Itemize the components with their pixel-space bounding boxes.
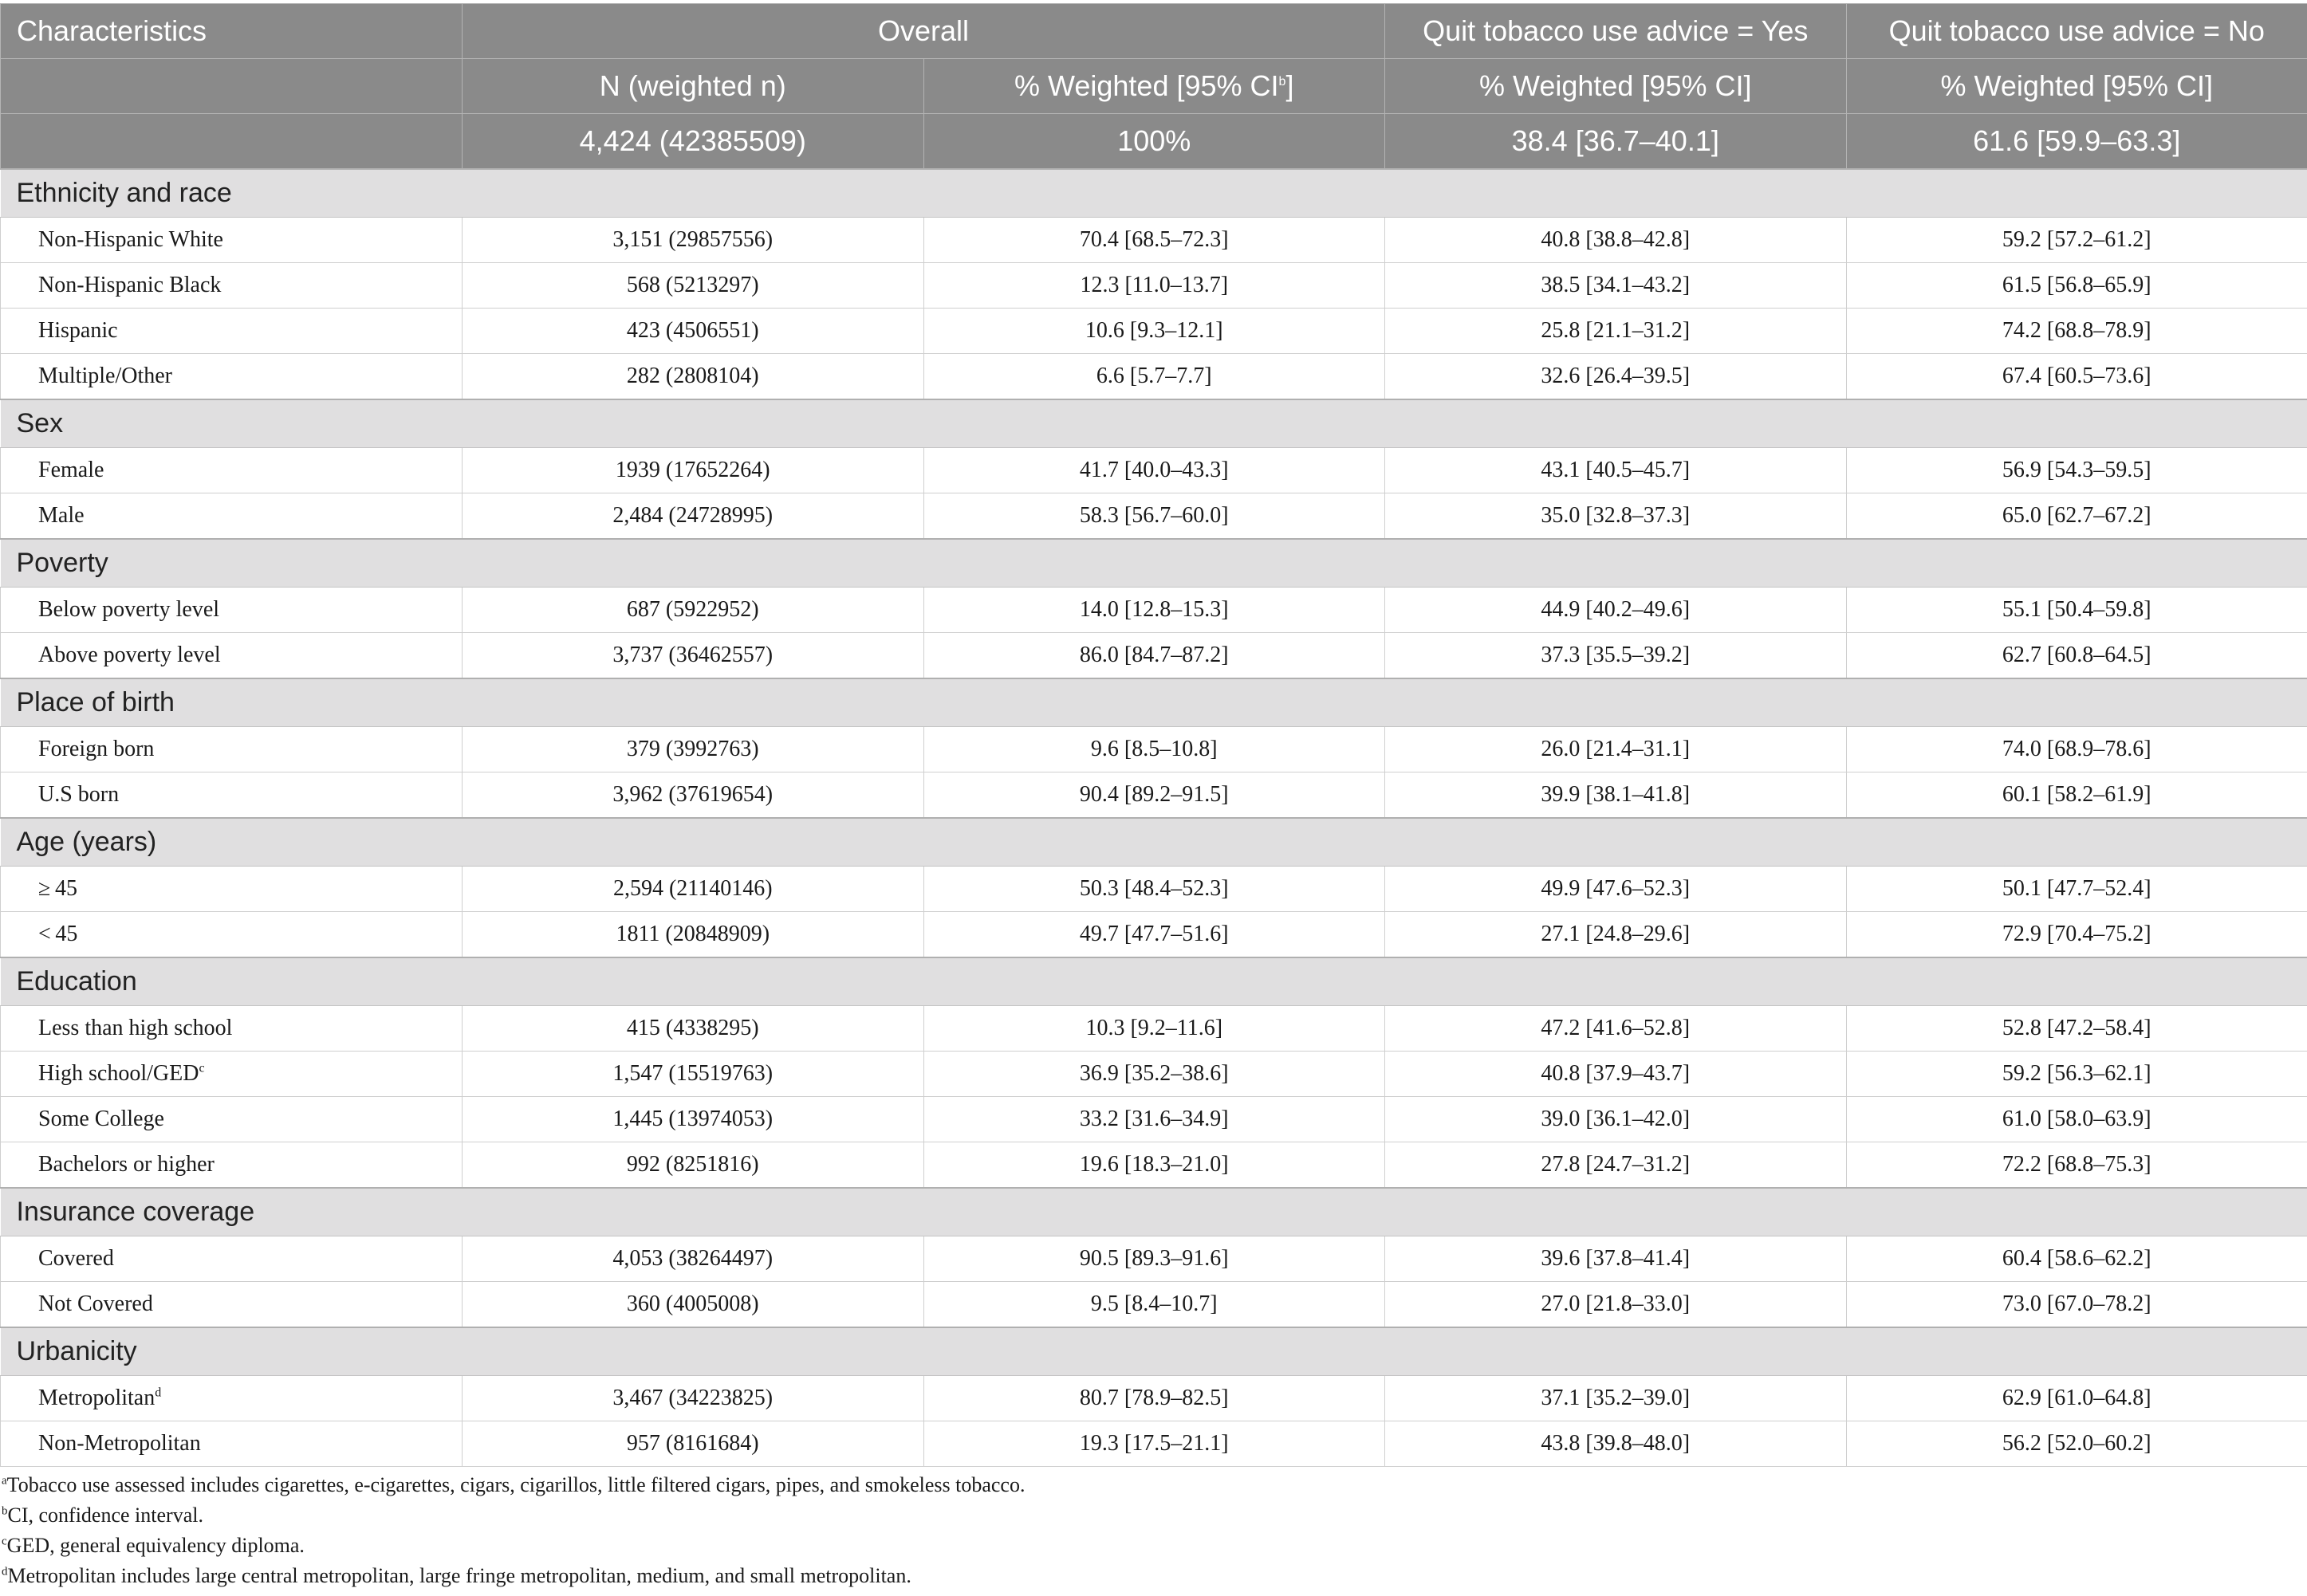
cell-n-weighted: 568 (5213297) bbox=[463, 263, 924, 309]
table-header bbox=[1, 4, 2307, 170]
cell-n-weighted: 957 (8161684) bbox=[463, 1421, 924, 1467]
cell-pct-yes: 43.1 [40.5–45.7] bbox=[1385, 448, 1847, 493]
table-body bbox=[1, 169, 2307, 1467]
cell-n-weighted: 3,962 (37619654) bbox=[463, 772, 924, 819]
section-row bbox=[1, 539, 2307, 588]
row-label-cell bbox=[1, 1282, 463, 1328]
row-label: Not Covered bbox=[38, 1291, 153, 1316]
row-label: Multiple/Other bbox=[38, 364, 172, 388]
cell-n-weighted: 1811 (20848909) bbox=[463, 912, 924, 958]
row-label-cell bbox=[1, 1236, 463, 1282]
row-label: Hispanic bbox=[38, 318, 118, 343]
row-label: High school/GED bbox=[38, 1061, 199, 1086]
row-label-cell bbox=[1, 633, 463, 679]
cell-n-weighted: 3,737 (36462557) bbox=[463, 633, 924, 679]
table-row bbox=[1, 912, 2307, 958]
cell-pct-overall: 33.2 [31.6–34.9] bbox=[923, 1097, 1385, 1142]
header-empty-cell bbox=[1, 59, 463, 114]
cell-pct-overall: 19.3 [17.5–21.1] bbox=[923, 1421, 1385, 1467]
row-label: Some College bbox=[38, 1107, 164, 1131]
row-label-cell bbox=[1, 263, 463, 309]
total-pct-no: 61.6 [59.9–63.3] bbox=[1846, 114, 2307, 170]
table-row bbox=[1, 218, 2307, 263]
cell-pct-yes: 44.9 [40.2–49.6] bbox=[1385, 588, 1847, 633]
row-label-cell bbox=[1, 354, 463, 400]
row-label-cell bbox=[1, 867, 463, 912]
row-label-footnote-mark: c bbox=[199, 1061, 205, 1075]
cell-pct-yes: 43.8 [39.8–48.0] bbox=[1385, 1421, 1847, 1467]
table-row bbox=[1, 493, 2307, 540]
cell-pct-overall: 58.3 [56.7–60.0] bbox=[923, 493, 1385, 540]
row-label-cell bbox=[1, 1376, 463, 1421]
cell-pct-yes: 38.5 [34.1–43.2] bbox=[1385, 263, 1847, 309]
header-pct-prefix: % Weighted [95% CI bbox=[1014, 69, 1279, 102]
section-title: Ethnicity and race bbox=[1, 169, 2307, 218]
cell-n-weighted: 1939 (17652264) bbox=[463, 448, 924, 493]
header-characteristics: Characteristics bbox=[1, 4, 463, 59]
cell-pct-no: 52.8 [47.2–58.4] bbox=[1846, 1006, 2307, 1052]
footnote bbox=[0, 1531, 2307, 1561]
row-label-cell bbox=[1, 1421, 463, 1467]
row-label: < 45 bbox=[38, 922, 78, 946]
row-label: Bachelors or higher bbox=[38, 1152, 215, 1177]
header-advice-yes: Quit tobacco use advice = Yes bbox=[1385, 4, 1847, 59]
section-title: Sex bbox=[1, 399, 2307, 448]
cell-n-weighted: 2,484 (24728995) bbox=[463, 493, 924, 540]
footnote-mark: d bbox=[2, 1565, 8, 1578]
row-label-cell bbox=[1, 1006, 463, 1052]
table-row bbox=[1, 867, 2307, 912]
cell-pct-overall: 49.7 [47.7–51.6] bbox=[923, 912, 1385, 958]
cell-n-weighted: 687 (5922952) bbox=[463, 588, 924, 633]
table-row bbox=[1, 633, 2307, 679]
cell-pct-yes: 27.1 [24.8–29.6] bbox=[1385, 912, 1847, 958]
cell-pct-yes: 39.0 [36.1–42.0] bbox=[1385, 1097, 1847, 1142]
header-empty-cell bbox=[1, 114, 463, 170]
section-title: Poverty bbox=[1, 539, 2307, 588]
cell-pct-yes: 40.8 [37.9–43.7] bbox=[1385, 1052, 1847, 1097]
table-row bbox=[1, 309, 2307, 354]
cell-pct-overall: 86.0 [84.7–87.2] bbox=[923, 633, 1385, 679]
table-row bbox=[1, 1142, 2307, 1189]
row-label-cell bbox=[1, 727, 463, 772]
row-label-cell bbox=[1, 1142, 463, 1189]
section-row bbox=[1, 169, 2307, 218]
cell-pct-overall: 6.6 [5.7–7.7] bbox=[923, 354, 1385, 400]
section-title: Insurance coverage bbox=[1, 1188, 2307, 1236]
cell-pct-overall: 41.7 [40.0–43.3] bbox=[923, 448, 1385, 493]
row-label: Less than high school bbox=[38, 1016, 233, 1040]
header-pct-sup: b bbox=[1278, 75, 1286, 88]
cell-n-weighted: 379 (3992763) bbox=[463, 727, 924, 772]
row-label-footnote-mark: d bbox=[155, 1386, 162, 1400]
row-label-cell bbox=[1, 309, 463, 354]
section-title: Education bbox=[1, 957, 2307, 1006]
table-row bbox=[1, 1421, 2307, 1467]
header-row-totals bbox=[1, 114, 2307, 170]
cell-pct-no: 74.2 [68.8–78.9] bbox=[1846, 309, 2307, 354]
cell-pct-overall: 80.7 [78.9–82.5] bbox=[923, 1376, 1385, 1421]
cell-pct-yes: 49.9 [47.6–52.3] bbox=[1385, 867, 1847, 912]
table-row bbox=[1, 1052, 2307, 1097]
cell-n-weighted: 3,151 (29857556) bbox=[463, 218, 924, 263]
row-label: Non-Hispanic White bbox=[38, 227, 223, 252]
cell-n-weighted: 415 (4338295) bbox=[463, 1006, 924, 1052]
header-overall: Overall bbox=[463, 4, 1385, 59]
row-label: Below poverty level bbox=[38, 597, 220, 622]
cell-pct-overall: 90.5 [89.3–91.6] bbox=[923, 1236, 1385, 1282]
row-label: Foreign born bbox=[38, 737, 155, 761]
section-row bbox=[1, 678, 2307, 727]
row-label: Non-Metropolitan bbox=[38, 1431, 201, 1456]
row-label: Above poverty level bbox=[38, 643, 221, 667]
section-title: Urbanicity bbox=[1, 1327, 2307, 1376]
row-label-cell bbox=[1, 772, 463, 819]
cell-pct-yes: 35.0 [32.8–37.3] bbox=[1385, 493, 1847, 540]
row-label: Female bbox=[38, 458, 104, 482]
cell-pct-overall: 90.4 [89.2–91.5] bbox=[923, 772, 1385, 819]
footnote bbox=[0, 1470, 2307, 1500]
cell-pct-no: 62.7 [60.8–64.5] bbox=[1846, 633, 2307, 679]
cell-n-weighted: 1,547 (15519763) bbox=[463, 1052, 924, 1097]
cell-pct-yes: 39.9 [38.1–41.8] bbox=[1385, 772, 1847, 819]
footnote bbox=[0, 1500, 2307, 1531]
cell-pct-overall: 50.3 [48.4–52.3] bbox=[923, 867, 1385, 912]
header-row-measures bbox=[1, 59, 2307, 114]
table-row bbox=[1, 727, 2307, 772]
cell-pct-yes: 27.0 [21.8–33.0] bbox=[1385, 1282, 1847, 1328]
cell-pct-yes: 37.3 [35.5–39.2] bbox=[1385, 633, 1847, 679]
cell-pct-no: 67.4 [60.5–73.6] bbox=[1846, 354, 2307, 400]
footnote-text: CI, confidence interval. bbox=[7, 1504, 203, 1527]
cell-n-weighted: 992 (8251816) bbox=[463, 1142, 924, 1189]
section-row bbox=[1, 1188, 2307, 1236]
section-row bbox=[1, 818, 2307, 867]
table-container bbox=[0, 3, 2307, 1467]
row-label-cell bbox=[1, 912, 463, 958]
cell-pct-no: 60.1 [58.2–61.9] bbox=[1846, 772, 2307, 819]
cell-pct-no: 56.2 [52.0–60.2] bbox=[1846, 1421, 2307, 1467]
cell-pct-yes: 40.8 [38.8–42.8] bbox=[1385, 218, 1847, 263]
section-title: Place of birth bbox=[1, 678, 2307, 727]
row-label-cell bbox=[1, 218, 463, 263]
header-n-weighted: N (weighted n) bbox=[463, 59, 924, 114]
cell-pct-no: 73.0 [67.0–78.2] bbox=[1846, 1282, 2307, 1328]
table-row bbox=[1, 772, 2307, 819]
row-label: Covered bbox=[38, 1246, 114, 1271]
cell-n-weighted: 282 (2808104) bbox=[463, 354, 924, 400]
cell-pct-overall: 10.6 [9.3–12.1] bbox=[923, 309, 1385, 354]
row-label: ≥ 45 bbox=[38, 876, 77, 901]
cell-pct-no: 55.1 [50.4–59.8] bbox=[1846, 588, 2307, 633]
section-title: Age (years) bbox=[1, 818, 2307, 867]
cell-pct-no: 72.9 [70.4–75.2] bbox=[1846, 912, 2307, 958]
cell-pct-yes: 32.6 [26.4–39.5] bbox=[1385, 354, 1847, 400]
cell-pct-no: 62.9 [61.0–64.8] bbox=[1846, 1376, 2307, 1421]
cell-pct-no: 72.2 [68.8–75.3] bbox=[1846, 1142, 2307, 1189]
footnote-mark: c bbox=[2, 1535, 7, 1548]
cell-pct-overall: 9.6 [8.5–10.8] bbox=[923, 727, 1385, 772]
data-table bbox=[0, 3, 2307, 1467]
header-pct-weighted-yes: % Weighted [95% CI] bbox=[1385, 59, 1847, 114]
cell-pct-yes: 25.8 [21.1–31.2] bbox=[1385, 309, 1847, 354]
footnote-text: GED, general equivalency diploma. bbox=[6, 1534, 305, 1557]
cell-n-weighted: 423 (4506551) bbox=[463, 309, 924, 354]
row-label-cell bbox=[1, 493, 463, 540]
header-row-groups bbox=[1, 4, 2307, 59]
row-label-cell bbox=[1, 1097, 463, 1142]
footnote-mark: b bbox=[2, 1504, 8, 1518]
cell-pct-yes: 26.0 [21.4–31.1] bbox=[1385, 727, 1847, 772]
cell-pct-no: 74.0 [68.9–78.6] bbox=[1846, 727, 2307, 772]
cell-pct-yes: 39.6 [37.8–41.4] bbox=[1385, 1236, 1847, 1282]
cell-n-weighted: 4,053 (38264497) bbox=[463, 1236, 924, 1282]
table-row bbox=[1, 1236, 2307, 1282]
cell-n-weighted: 3,467 (34223825) bbox=[463, 1376, 924, 1421]
cell-pct-overall: 36.9 [35.2–38.6] bbox=[923, 1052, 1385, 1097]
table-row bbox=[1, 1097, 2307, 1142]
cell-pct-no: 59.2 [56.3–62.1] bbox=[1846, 1052, 2307, 1097]
cell-pct-overall: 70.4 [68.5–72.3] bbox=[923, 218, 1385, 263]
row-label-cell bbox=[1, 1052, 463, 1097]
table-row bbox=[1, 263, 2307, 309]
row-label: Metropolitan bbox=[38, 1386, 156, 1410]
row-label: U.S born bbox=[38, 782, 120, 807]
total-pct-yes: 38.4 [36.7–40.1] bbox=[1385, 114, 1847, 170]
footnote-mark: a bbox=[2, 1474, 7, 1488]
cell-pct-overall: 14.0 [12.8–15.3] bbox=[923, 588, 1385, 633]
table-row bbox=[1, 448, 2307, 493]
header-advice-no: Quit tobacco use advice = No bbox=[1846, 4, 2307, 59]
cell-pct-overall: 10.3 [9.2–11.6] bbox=[923, 1006, 1385, 1052]
cell-n-weighted: 1,445 (13974053) bbox=[463, 1097, 924, 1142]
total-pct-overall: 100% bbox=[923, 114, 1385, 170]
cell-pct-yes: 47.2 [41.6–52.8] bbox=[1385, 1006, 1847, 1052]
cell-pct-no: 61.0 [58.0–63.9] bbox=[1846, 1097, 2307, 1142]
cell-pct-no: 65.0 [62.7–67.2] bbox=[1846, 493, 2307, 540]
table-row bbox=[1, 588, 2307, 633]
cell-pct-overall: 12.3 [11.0–13.7] bbox=[923, 263, 1385, 309]
cell-n-weighted: 2,594 (21140146) bbox=[463, 867, 924, 912]
section-row bbox=[1, 399, 2307, 448]
table-row bbox=[1, 1006, 2307, 1052]
cell-pct-overall: 19.6 [18.3–21.0] bbox=[923, 1142, 1385, 1189]
cell-pct-yes: 37.1 [35.2–39.0] bbox=[1385, 1376, 1847, 1421]
total-n-weighted: 4,424 (42385509) bbox=[463, 114, 924, 170]
table-row bbox=[1, 1282, 2307, 1328]
cell-pct-no: 56.9 [54.3–59.5] bbox=[1846, 448, 2307, 493]
table-row bbox=[1, 354, 2307, 400]
row-label-cell bbox=[1, 448, 463, 493]
cell-pct-no: 60.4 [58.6–62.2] bbox=[1846, 1236, 2307, 1282]
table-row bbox=[1, 1376, 2307, 1421]
row-label: Male bbox=[38, 503, 85, 528]
section-row bbox=[1, 1327, 2307, 1376]
header-pct-suffix: ] bbox=[1285, 69, 1294, 102]
row-label-cell bbox=[1, 588, 463, 633]
footnote-text: Tobacco use assessed includes cigarettes, e-cigarettes, cigars, cigarillos, little filtered cigars, pipes, and smokeless tobacco. bbox=[6, 1473, 1026, 1496]
cell-pct-overall: 9.5 [8.4–10.7] bbox=[923, 1282, 1385, 1328]
header-pct-weighted-no: % Weighted [95% CI] bbox=[1846, 59, 2307, 114]
cell-pct-no: 61.5 [56.8–65.9] bbox=[1846, 263, 2307, 309]
cell-pct-no: 59.2 [57.2–61.2] bbox=[1846, 218, 2307, 263]
cell-pct-yes: 27.8 [24.7–31.2] bbox=[1385, 1142, 1847, 1189]
footnotes bbox=[0, 1470, 2307, 1591]
section-row bbox=[1, 957, 2307, 1006]
footnote-text: Metropolitan includes large central metropolitan, large fringe metropolitan, medium, and small metropolitan. bbox=[7, 1564, 911, 1587]
header-pct-weighted-overall bbox=[923, 59, 1385, 114]
cell-pct-no: 50.1 [47.7–52.4] bbox=[1846, 867, 2307, 912]
cell-n-weighted: 360 (4005008) bbox=[463, 1282, 924, 1328]
footnote bbox=[0, 1561, 2307, 1591]
row-label: Non-Hispanic Black bbox=[38, 273, 222, 297]
